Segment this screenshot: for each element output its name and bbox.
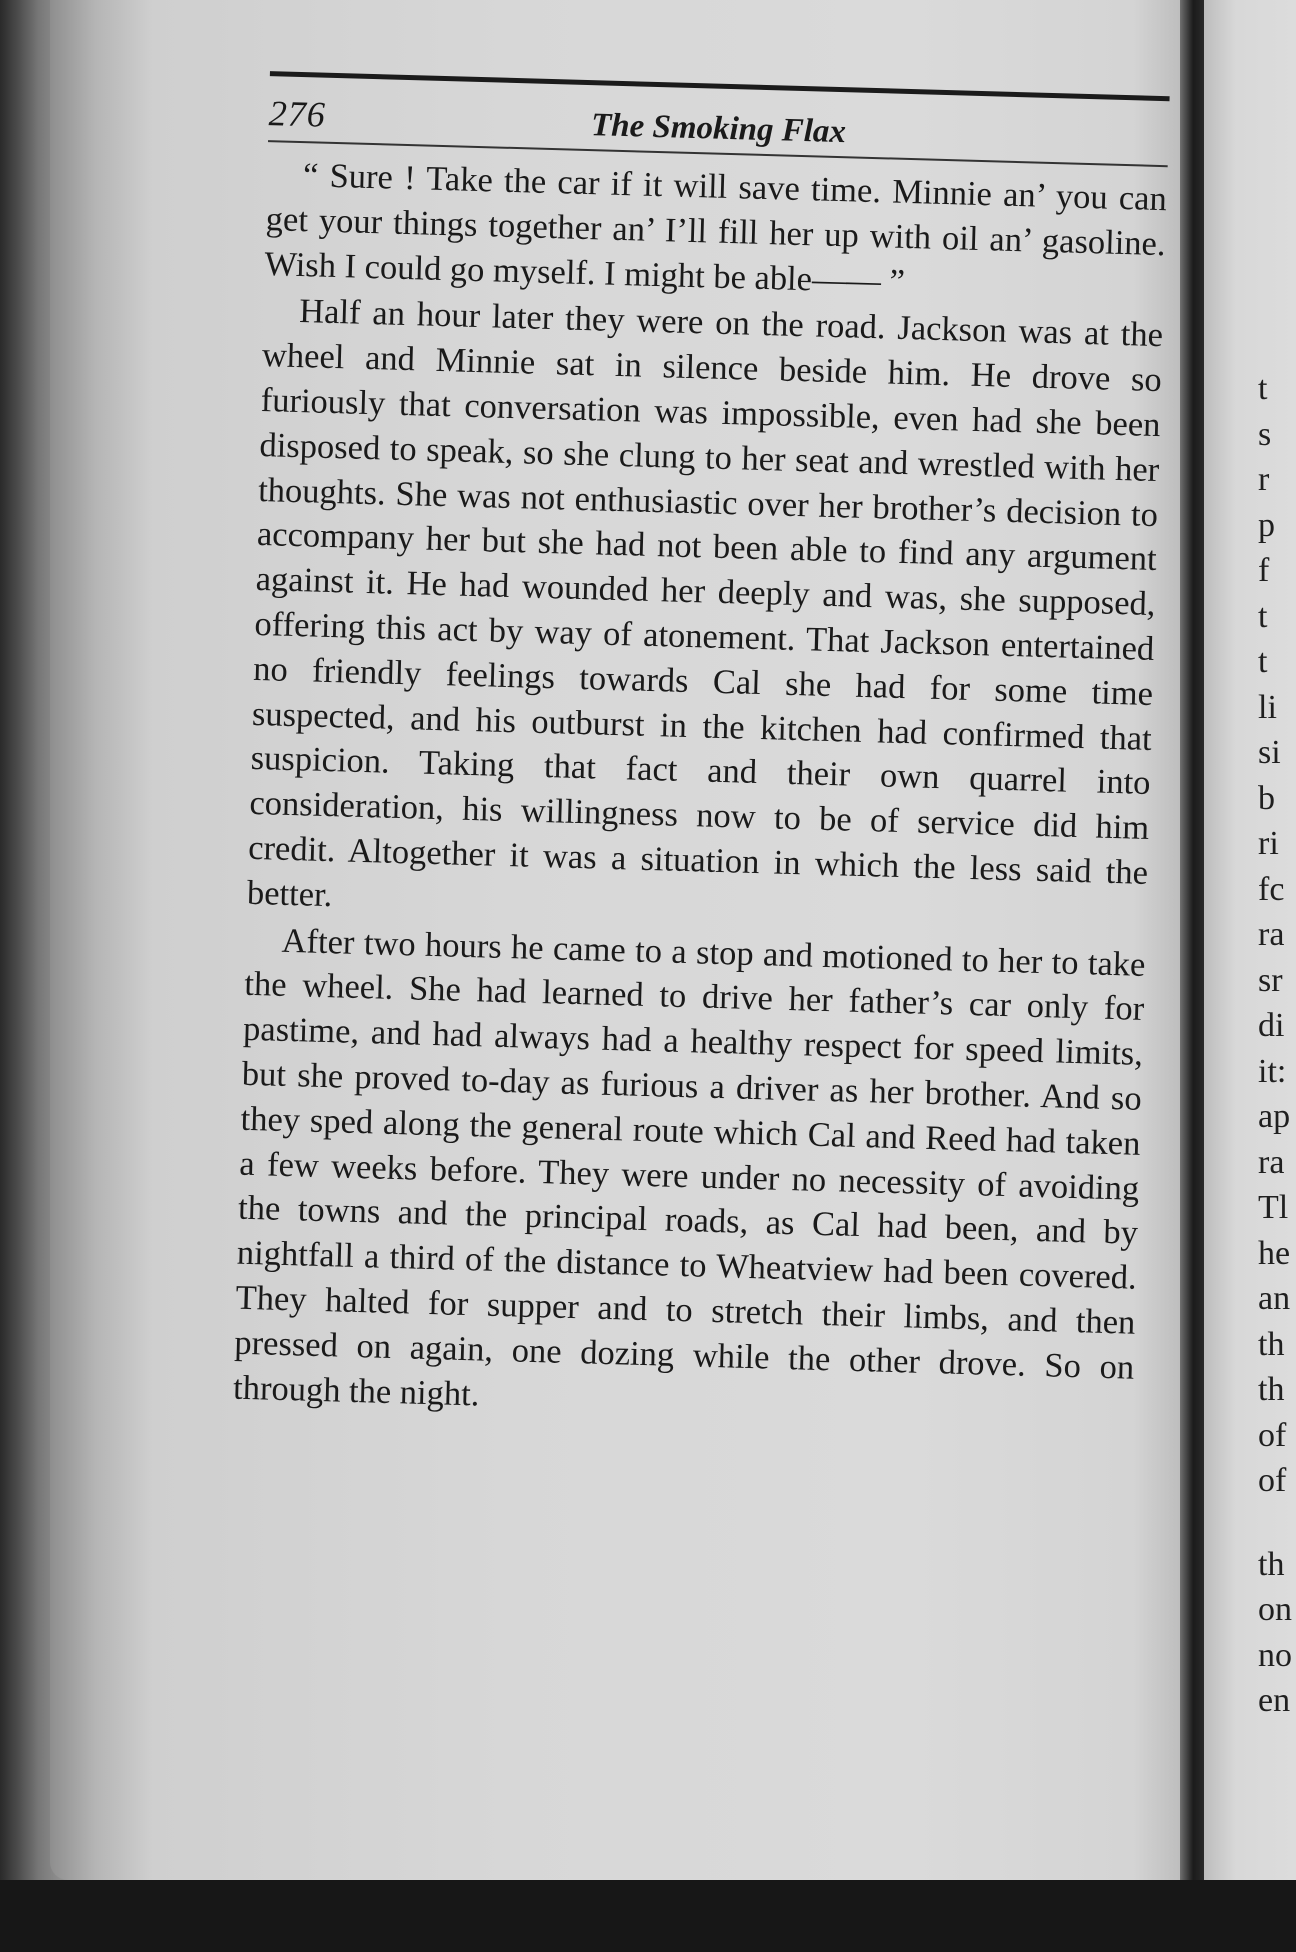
next-page-fragment: ap	[1258, 1098, 1291, 1135]
page-text-block	[193, 70, 1170, 1435]
next-page-fragment: li	[1258, 688, 1277, 726]
next-page-fragment: of	[1258, 1462, 1287, 1499]
next-page-fragment: ra	[1258, 916, 1285, 953]
scan-bottom-edge	[0, 1880, 1296, 1952]
next-page-fragment: th	[1258, 1371, 1285, 1408]
next-page-fragment: it:	[1258, 1052, 1287, 1090]
next-page-fragment: no	[1258, 1636, 1292, 1674]
next-page-fragment: sr	[1258, 961, 1283, 999]
next-page-fragment: ri	[1258, 825, 1279, 862]
next-page-fragment: th	[1258, 1325, 1285, 1363]
page-fold-shadow	[1180, 0, 1204, 1952]
next-page-fragment: th	[1258, 1545, 1285, 1583]
next-page-fragment: si	[1258, 734, 1281, 771]
next-page-fragment: fc	[1258, 870, 1285, 908]
next-page-fragment: p	[1258, 506, 1275, 544]
next-page-fragment: r	[1258, 461, 1270, 498]
next-page-fragment: of	[1258, 1416, 1287, 1454]
next-page-fragment: b	[1258, 779, 1275, 817]
paragraph-2: Half an hour later they were on the road. Jackson was at the wheel and Minnie sat in silence beside him. He drove so furiously that conversation was impossible, even had she been disposed to speak, so she clung to her seat and wrestled with her thoughts. She was not enthusiastic over her brother’s decision to accompany her but she had not been able to find any argument against it. He had wounded her deeply and was, she supposed, offering this act by way of atonement. That Jackson entertained no friendly feelings towards Cal she had for some time suspected, and his outburst in the kitchen had confirmed that suspicion. Taking that fact and their own quarrel into consideration, his willingness now to be of service did him credit. Altogether it was a situation in which the less said the better.	[246, 292, 1164, 914]
next-page-fragment: an	[1258, 1280, 1291, 1317]
page-number: 276	[268, 93, 327, 135]
running-title: The Smoking Flax	[590, 107, 847, 151]
next-page-fragment: f	[1258, 552, 1270, 589]
next-page-fragment: t	[1258, 643, 1268, 680]
next-page-fragment: t	[1258, 370, 1268, 407]
paragraph-3: After two hours he came to a stop and motioned to her to take the wheel. She had learned to drive her father’s car only for pastime, and had always had a healthy respect for speed limits, but she proved to-day as furious a driver as her brother. And so they sped along the general route which Cal and Reed had taken a few weeks before. They were under no necessity of avoiding the towns and the principal roads, as Cal had been, and by nightfall a third of the distance to Wheatview had been covered. They halted for supper and to stretch their limbs, and then pressed on again, one dozing while the other drove. So on through the night.	[232, 921, 1146, 1413]
next-page-fragments	[1240, 0, 1296, 1900]
next-page-fragment: en	[1258, 1682, 1291, 1719]
next-page-fragment: t	[1258, 597, 1268, 635]
next-page-fragment: s	[1258, 415, 1272, 453]
next-page-fragment: Tl	[1258, 1189, 1289, 1226]
next-page-fragment: on	[1258, 1591, 1292, 1628]
next-page-fragment: di	[1258, 1007, 1285, 1044]
paragraph-1: “ Sure ! Take the car if it will save time. Minnie an’ you can get your things together an’ I’ll fill her up with oil an’ gasoline. Wish I could go myself. I might be able—— ”	[264, 156, 1168, 301]
next-page-fragment: ra	[1258, 1143, 1285, 1181]
next-page-fragment: he	[1258, 1234, 1291, 1272]
